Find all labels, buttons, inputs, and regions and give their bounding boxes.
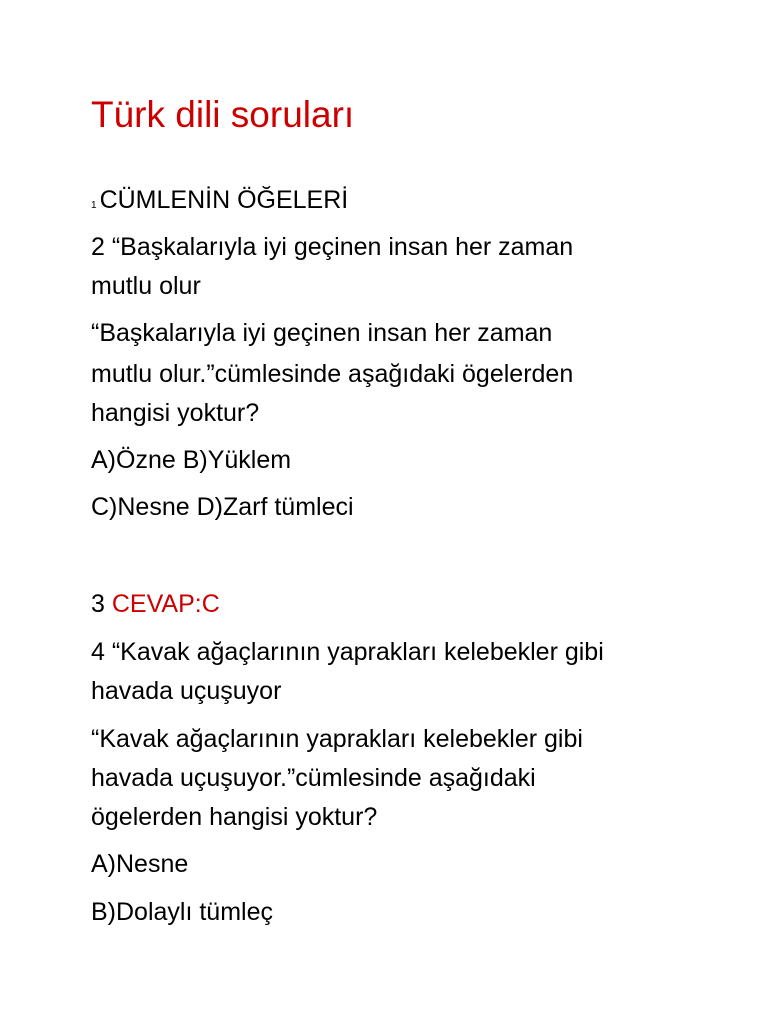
question-2-line-1: 2 “Başkalarıyla iyi geçinen insan her zaman: [91, 233, 574, 261]
question-4-body-2: havada uçuşuyor.”cümlesinde aşağıdaki: [91, 764, 536, 792]
page-title: Türk dili soruları: [91, 94, 355, 135]
question-4-option-a: A)Nesne: [91, 850, 189, 878]
question-4-body-3: ögelerden hangisi yoktur?: [91, 803, 378, 831]
question-2-body-1: “Başkalarıyla iyi geçinen insan her zaman: [91, 319, 553, 347]
question-4-line-1: 4 “Kavak ağaçlarının yaprakları kelebekler gibi: [91, 638, 604, 666]
question-2-line-2: mutlu olur: [91, 272, 201, 300]
question-4-line-2: havada uçuşuyor: [91, 677, 282, 705]
question-2-options-ab: A)Özne B)Yüklem: [91, 446, 292, 474]
question-3-number: 3: [91, 590, 105, 618]
question-3-line: [91, 584, 220, 624]
question-2-options-cd: C)Nesne D)Zarf tümleci: [91, 493, 354, 521]
section-heading-text: CÜMLENİN ÖĞELERİ: [99, 186, 349, 214]
question-2-body-2: mutlu olur.”cümlesinde aşağıdaki ögelerden: [91, 360, 574, 388]
answer-label: CEVAP:C: [111, 590, 220, 618]
question-4-body-1: “Kavak ağaçlarının yaprakları kelebekler gibi: [91, 725, 583, 753]
section-number: 1: [91, 200, 97, 211]
question-2-body-3: hangisi yoktur?: [91, 399, 260, 427]
section-heading: [91, 180, 348, 226]
question-4-option-b: B)Dolaylı tümleç: [91, 898, 273, 926]
